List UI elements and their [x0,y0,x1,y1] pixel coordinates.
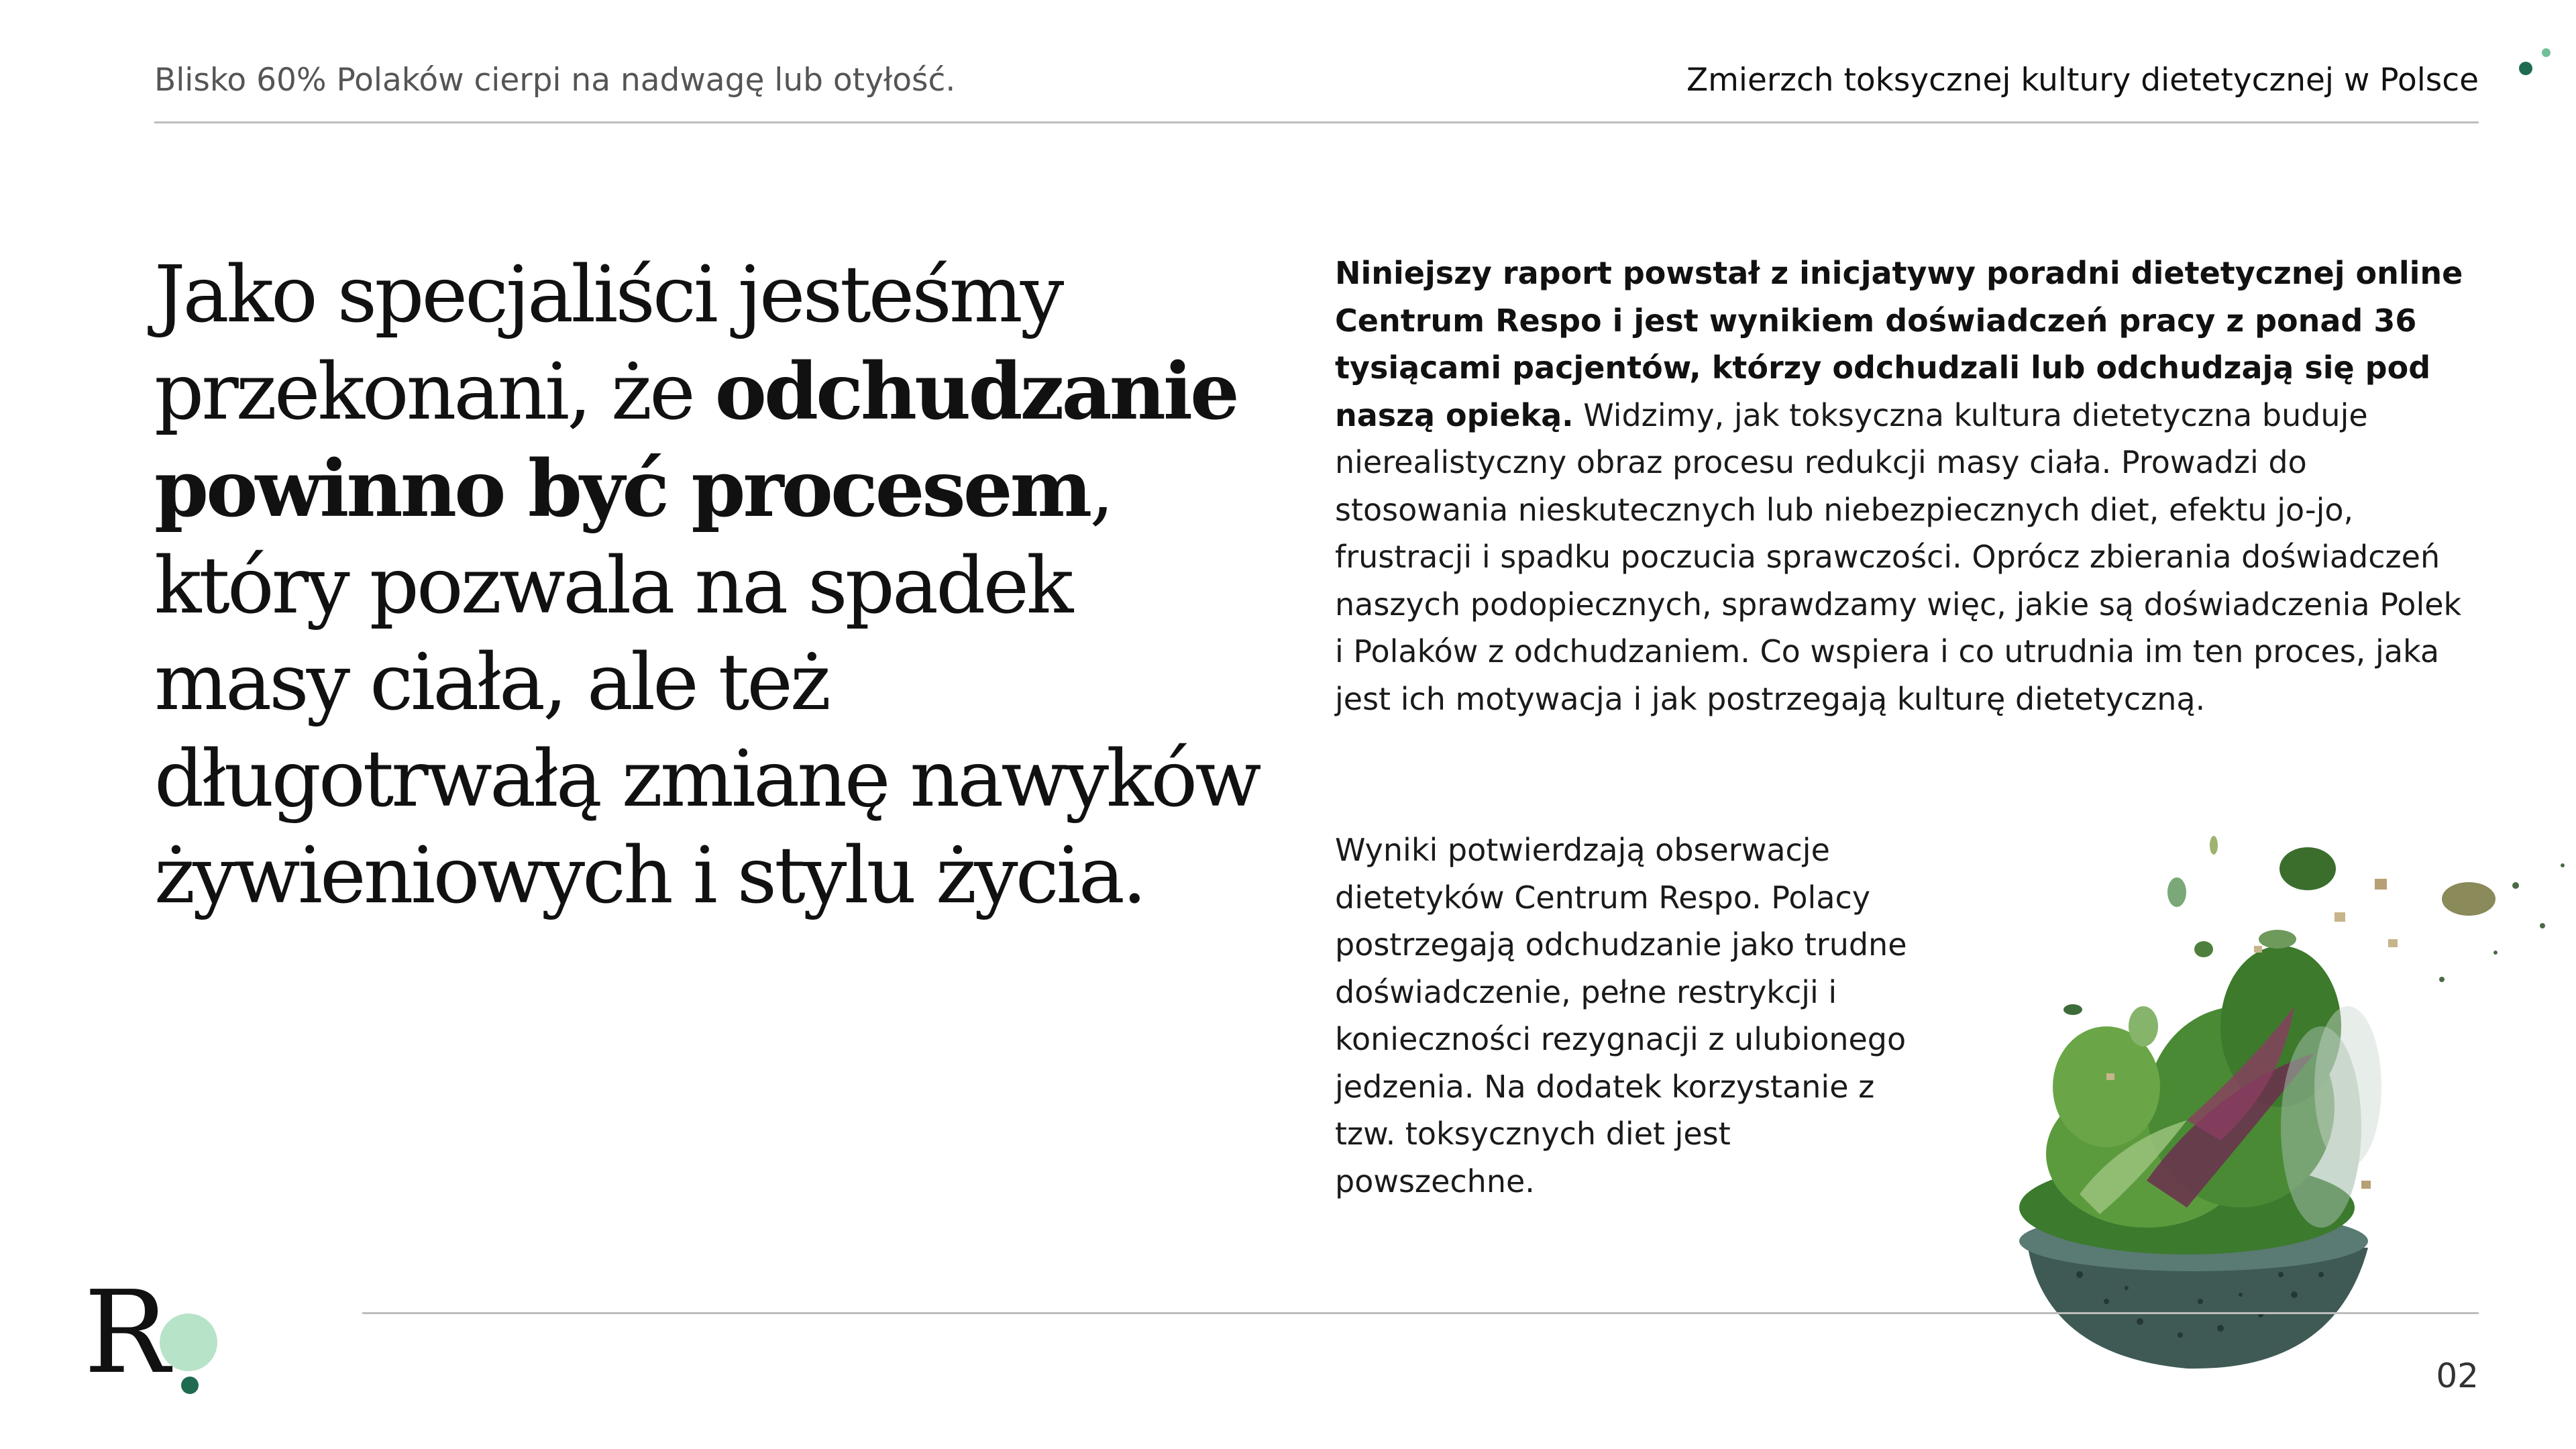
quote-part-1: Jako specjaliści jesteśmy przekonani, że [154,250,1062,437]
salad-bowl-illustration [1905,805,2576,1382]
respo-logo [84,1267,225,1402]
header-left-text: Blisko 60% Polaków cierpi na nadwagę lub otyłość. [154,62,956,99]
pull-quote [154,247,1281,924]
logo-dot-dark [181,1377,199,1394]
logo-letter: R [84,1267,170,1399]
intro-regular: Widzimy, jak toksyczna kultura dietetyczna buduje nierealistyczny obraz procesu redukcji masy ciała. Prowadzi do stosowania nieskutecznych lub niebezpiecznych diet, efektu jo-jo, frustracji i spadku poczucia sprawczości. Oprócz zbierania doświadczeń naszych podopiecznych, sprawdzamy więc, jakie są doświadczenia Polek i Polaków z odchudzaniem. Co wspiera i co utrudnia im ten proces, jaka jest ich motywacja i jak postrzegają kulturę dietetyczną. [1335,396,2462,717]
dot-light-icon [2542,48,2551,57]
page-number: 02 [2436,1356,2479,1395]
intro-bold: Niniejszy raport powstał z inicjatywy poradni dietetycznej online Centrum Respo i jest wynikiem doświadczeń pracy z ponad 36 tysiącami pacjentów, którzy odchudzali lub odchudzają się pod naszą opieką. [1335,255,2463,433]
dot-dark-icon [2519,62,2532,75]
quote-bold: odchudzanie powinno być procesem [154,346,1237,535]
header-right-text: Zmierzch toksycznej kultury dietetycznej w Polsce [1686,62,2479,99]
footer-divider [362,1312,2479,1314]
header-divider [154,121,2479,123]
dots-icon [2519,47,2553,80]
results-paragraph: Wyniki potwierdzają obserwacje dietetyków Centrum Respo. Polacy postrzegają odchudzanie jako trudne doświadczenie, pełne restrykcji i konieczności rezygnacji z ulubionego jedzenia. Na dodatek korzystanie z tzw. toksycznych diet jest powszechne. [1335,832,1907,1199]
intro-paragraph [1335,250,2475,722]
quote-part-2: , który pozwala na spadek masy ciała, ale też długotrwałą zmianę nawyków żywieniowych i stylu życia. [154,444,1259,921]
greens [2019,946,2381,1254]
